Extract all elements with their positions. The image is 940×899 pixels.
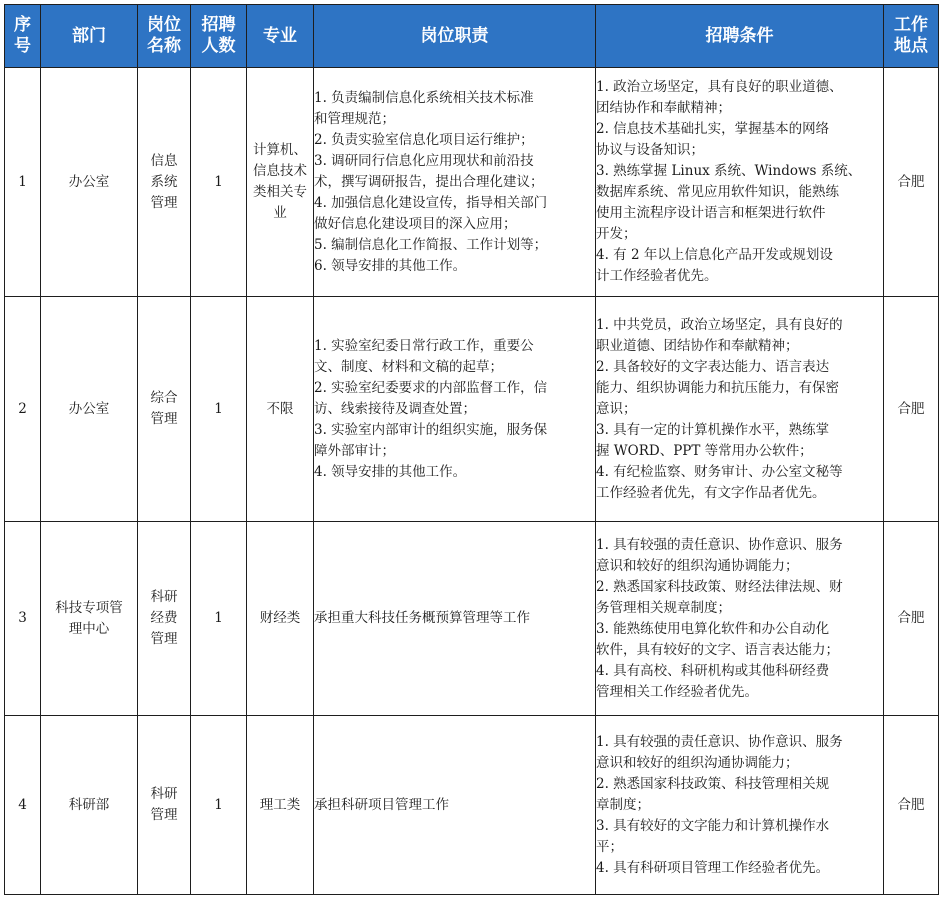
cell-major xyxy=(247,68,314,297)
requirement-line: 平； xyxy=(596,838,623,855)
requirement-line: 使用主流程序设计语言和框架进行软件 xyxy=(596,205,826,221)
header-duties: 岗位职责 xyxy=(314,5,596,68)
header-major: 专业 xyxy=(247,5,314,68)
cell-department xyxy=(41,522,138,716)
header-position xyxy=(138,5,191,68)
header-index xyxy=(5,5,41,68)
cell-position xyxy=(138,522,191,716)
cell-location: 合肥 xyxy=(884,716,939,895)
cell-index: 3 xyxy=(5,522,41,716)
cell-major xyxy=(247,522,314,716)
duty-line: 做好信息化建设项目的深入应用； xyxy=(314,215,517,232)
requirement-line: 开发； xyxy=(596,226,637,242)
cell-index: 2 xyxy=(5,297,41,522)
cell-position-text: 信息系统管理 xyxy=(150,152,178,211)
cell-major-text: 不限 xyxy=(266,400,294,417)
cell-index: 4 xyxy=(5,716,41,895)
duty-line: 1. 负责编制信息化系统相关技术标准 xyxy=(314,89,534,106)
cell-duties xyxy=(314,68,596,297)
duty-line: 和管理规范； xyxy=(314,110,395,127)
requirement-line: 协议与设备知识； xyxy=(596,142,704,158)
requirement-line: 2. 熟悉国家科技政策、科技管理相关规 xyxy=(596,775,830,792)
cell-requirements xyxy=(596,522,884,716)
cell-position xyxy=(138,716,191,895)
duty-line: 1. 实验室纪委日常行政工作，重要公 xyxy=(314,337,534,354)
cell-major xyxy=(247,297,314,522)
header-requirements: 招聘条件 xyxy=(596,5,884,68)
requirement-line: 意识和较好的组织沟通协调能力； xyxy=(596,754,799,771)
requirement-line: 3. 具有较好的文字能力和计算机操作水 xyxy=(596,817,830,834)
cell-headcount: 1 xyxy=(191,522,247,716)
header-headcount-line: 招聘 xyxy=(201,15,236,35)
cell-department-text: 办公室 xyxy=(68,400,110,417)
requirement-line: 3. 具有一定的计算机操作水平，熟练掌 xyxy=(596,421,830,438)
cell-major-text: 财经类 xyxy=(259,610,301,626)
requirement-line: 能力、组织协调能力和抗压能力，有保密 xyxy=(596,379,839,396)
cell-major-text: 计算机、信息技术类相关专业 xyxy=(253,142,307,221)
duty-line: 4. 领导安排的其他工作。 xyxy=(314,463,467,480)
duty-line: 文、制度、材料和文稿的起草； xyxy=(314,358,503,375)
cell-headcount: 1 xyxy=(191,297,247,522)
cell-department xyxy=(41,297,138,522)
header-location-line: 工作 xyxy=(894,15,928,35)
requirement-line: 职业道德、团结协作和奉献精神； xyxy=(596,337,799,354)
cell-department-text: 科研部 xyxy=(68,796,110,813)
recruitment-table xyxy=(4,4,939,895)
header-location xyxy=(884,5,939,68)
cell-location: 合肥 xyxy=(884,522,939,716)
cell-department-text: 办公室 xyxy=(68,173,110,190)
table-row xyxy=(5,68,939,297)
requirement-line: 计工作经验者优先。 xyxy=(596,268,718,284)
duty-line: 4. 加强信息化建设宣传，指导相关部门 xyxy=(314,194,548,211)
duty-line: 访、线索接待及调查处置； xyxy=(314,400,476,417)
requirement-line: 3. 能熟练使用电算化软件和办公自动化 xyxy=(596,620,830,637)
duty-line: 障外部审计； xyxy=(314,442,395,459)
header-headcount-line: 人数 xyxy=(201,36,236,56)
requirement-line: 数据库系统、常见应用软件知识，能熟练 xyxy=(596,184,839,200)
cell-department-text: 科技专项管理中心 xyxy=(55,599,123,637)
header-position-line: 岗位 xyxy=(147,15,181,35)
cell-major xyxy=(247,716,314,895)
cell-position-text: 科研管理 xyxy=(150,786,178,823)
cell-location: 合肥 xyxy=(884,68,939,297)
cell-position-text: 综合管理 xyxy=(150,390,178,427)
duty-line: 承担重大科技任务概预算管理等工作 xyxy=(314,610,530,626)
table-row xyxy=(5,297,939,522)
duty-line: 3. 实验室内部审计的组织实施，服务保 xyxy=(314,421,548,438)
duty-line: 3. 调研同行信息化应用现状和前沿技 xyxy=(314,152,534,169)
duty-line: 2. 实验室纪委要求的内部监督工作，信 xyxy=(314,379,548,396)
requirement-line: 2. 具备较好的文字表达能力、语言表达 xyxy=(596,358,830,375)
requirement-line: 意识和较好的组织沟通协调能力； xyxy=(596,557,799,574)
header-index-line: 号 xyxy=(14,36,31,56)
requirement-line: 软件，具有较好的文字、语言表达能力； xyxy=(596,641,839,658)
requirement-line: 2. 信息技术基础扎实，掌握基本的网络 xyxy=(596,121,830,137)
header-location-line: 地点 xyxy=(894,36,928,56)
cell-duties xyxy=(314,716,596,895)
header-row xyxy=(5,5,939,68)
cell-headcount: 1 xyxy=(191,716,247,895)
header-headcount xyxy=(191,5,247,68)
cell-duties xyxy=(314,522,596,716)
requirement-line: 4. 具有科研项目管理工作经验者优先。 xyxy=(596,859,830,876)
cell-major-text: 理工类 xyxy=(259,796,301,813)
table-header xyxy=(5,5,939,68)
table-body xyxy=(5,68,939,895)
requirement-line: 管理相关工作经验者优先。 xyxy=(596,683,758,700)
requirement-line: 1. 具有较强的责任意识、协作意识、服务 xyxy=(596,536,843,553)
cell-headcount: 1 xyxy=(191,68,247,297)
header-index-line: 序 xyxy=(14,15,31,35)
table-row xyxy=(5,716,939,895)
requirement-line: 意识； xyxy=(596,400,637,417)
duty-line: 术，撰写调研报告，提出合理化建议； xyxy=(314,173,544,190)
duty-line: 5. 编制信息化工作简报、工作计划等； xyxy=(314,236,548,253)
duty-line: 2. 负责实验室信息化项目运行维护； xyxy=(314,131,534,148)
requirement-line: 握 WORD、PPT 等常用办公软件； xyxy=(596,442,813,459)
table-row xyxy=(5,522,939,716)
cell-position-text: 科研经费管理 xyxy=(150,589,178,647)
cell-requirements xyxy=(596,716,884,895)
requirement-line: 4. 有 2 年以上信息化产品开发或规划设 xyxy=(596,247,833,263)
cell-duties xyxy=(314,297,596,522)
cell-requirements xyxy=(596,68,884,297)
requirement-line: 4. 有纪检监察、财务审计、办公室文秘等 xyxy=(596,463,843,480)
cell-position xyxy=(138,297,191,522)
cell-requirements xyxy=(596,297,884,522)
cell-location: 合肥 xyxy=(884,297,939,522)
header-position-line: 名称 xyxy=(147,36,181,56)
requirement-line: 章制度； xyxy=(596,796,650,813)
requirement-line: 团结协作和奉献精神； xyxy=(596,100,731,116)
requirement-line: 工作经验者优先，有文字作品者优先。 xyxy=(596,484,826,501)
requirement-line: 1. 具有较强的责任意识、协作意识、服务 xyxy=(596,733,843,750)
cell-department xyxy=(41,716,138,895)
requirement-line: 1. 政治立场坚定，具有良好的职业道德、 xyxy=(596,79,843,95)
cell-position xyxy=(138,68,191,297)
requirement-line: 2. 熟悉国家科技政策、财经法律法规、财 xyxy=(596,578,843,595)
cell-department xyxy=(41,68,138,297)
duty-line: 承担科研项目管理工作 xyxy=(314,796,449,813)
requirement-line: 务管理相关规章制度； xyxy=(596,599,731,616)
header-department: 部门 xyxy=(41,5,138,68)
cell-index: 1 xyxy=(5,68,41,297)
duty-line: 6. 领导安排的其他工作。 xyxy=(314,257,467,274)
requirement-line: 1. 中共党员，政治立场坚定，具有良好的 xyxy=(596,316,843,333)
requirement-line: 4. 具有高校、科研机构或其他科研经费 xyxy=(596,662,830,679)
requirement-line: 3. 熟练掌握 Linux 系统、Windows 系统、 xyxy=(596,163,862,179)
